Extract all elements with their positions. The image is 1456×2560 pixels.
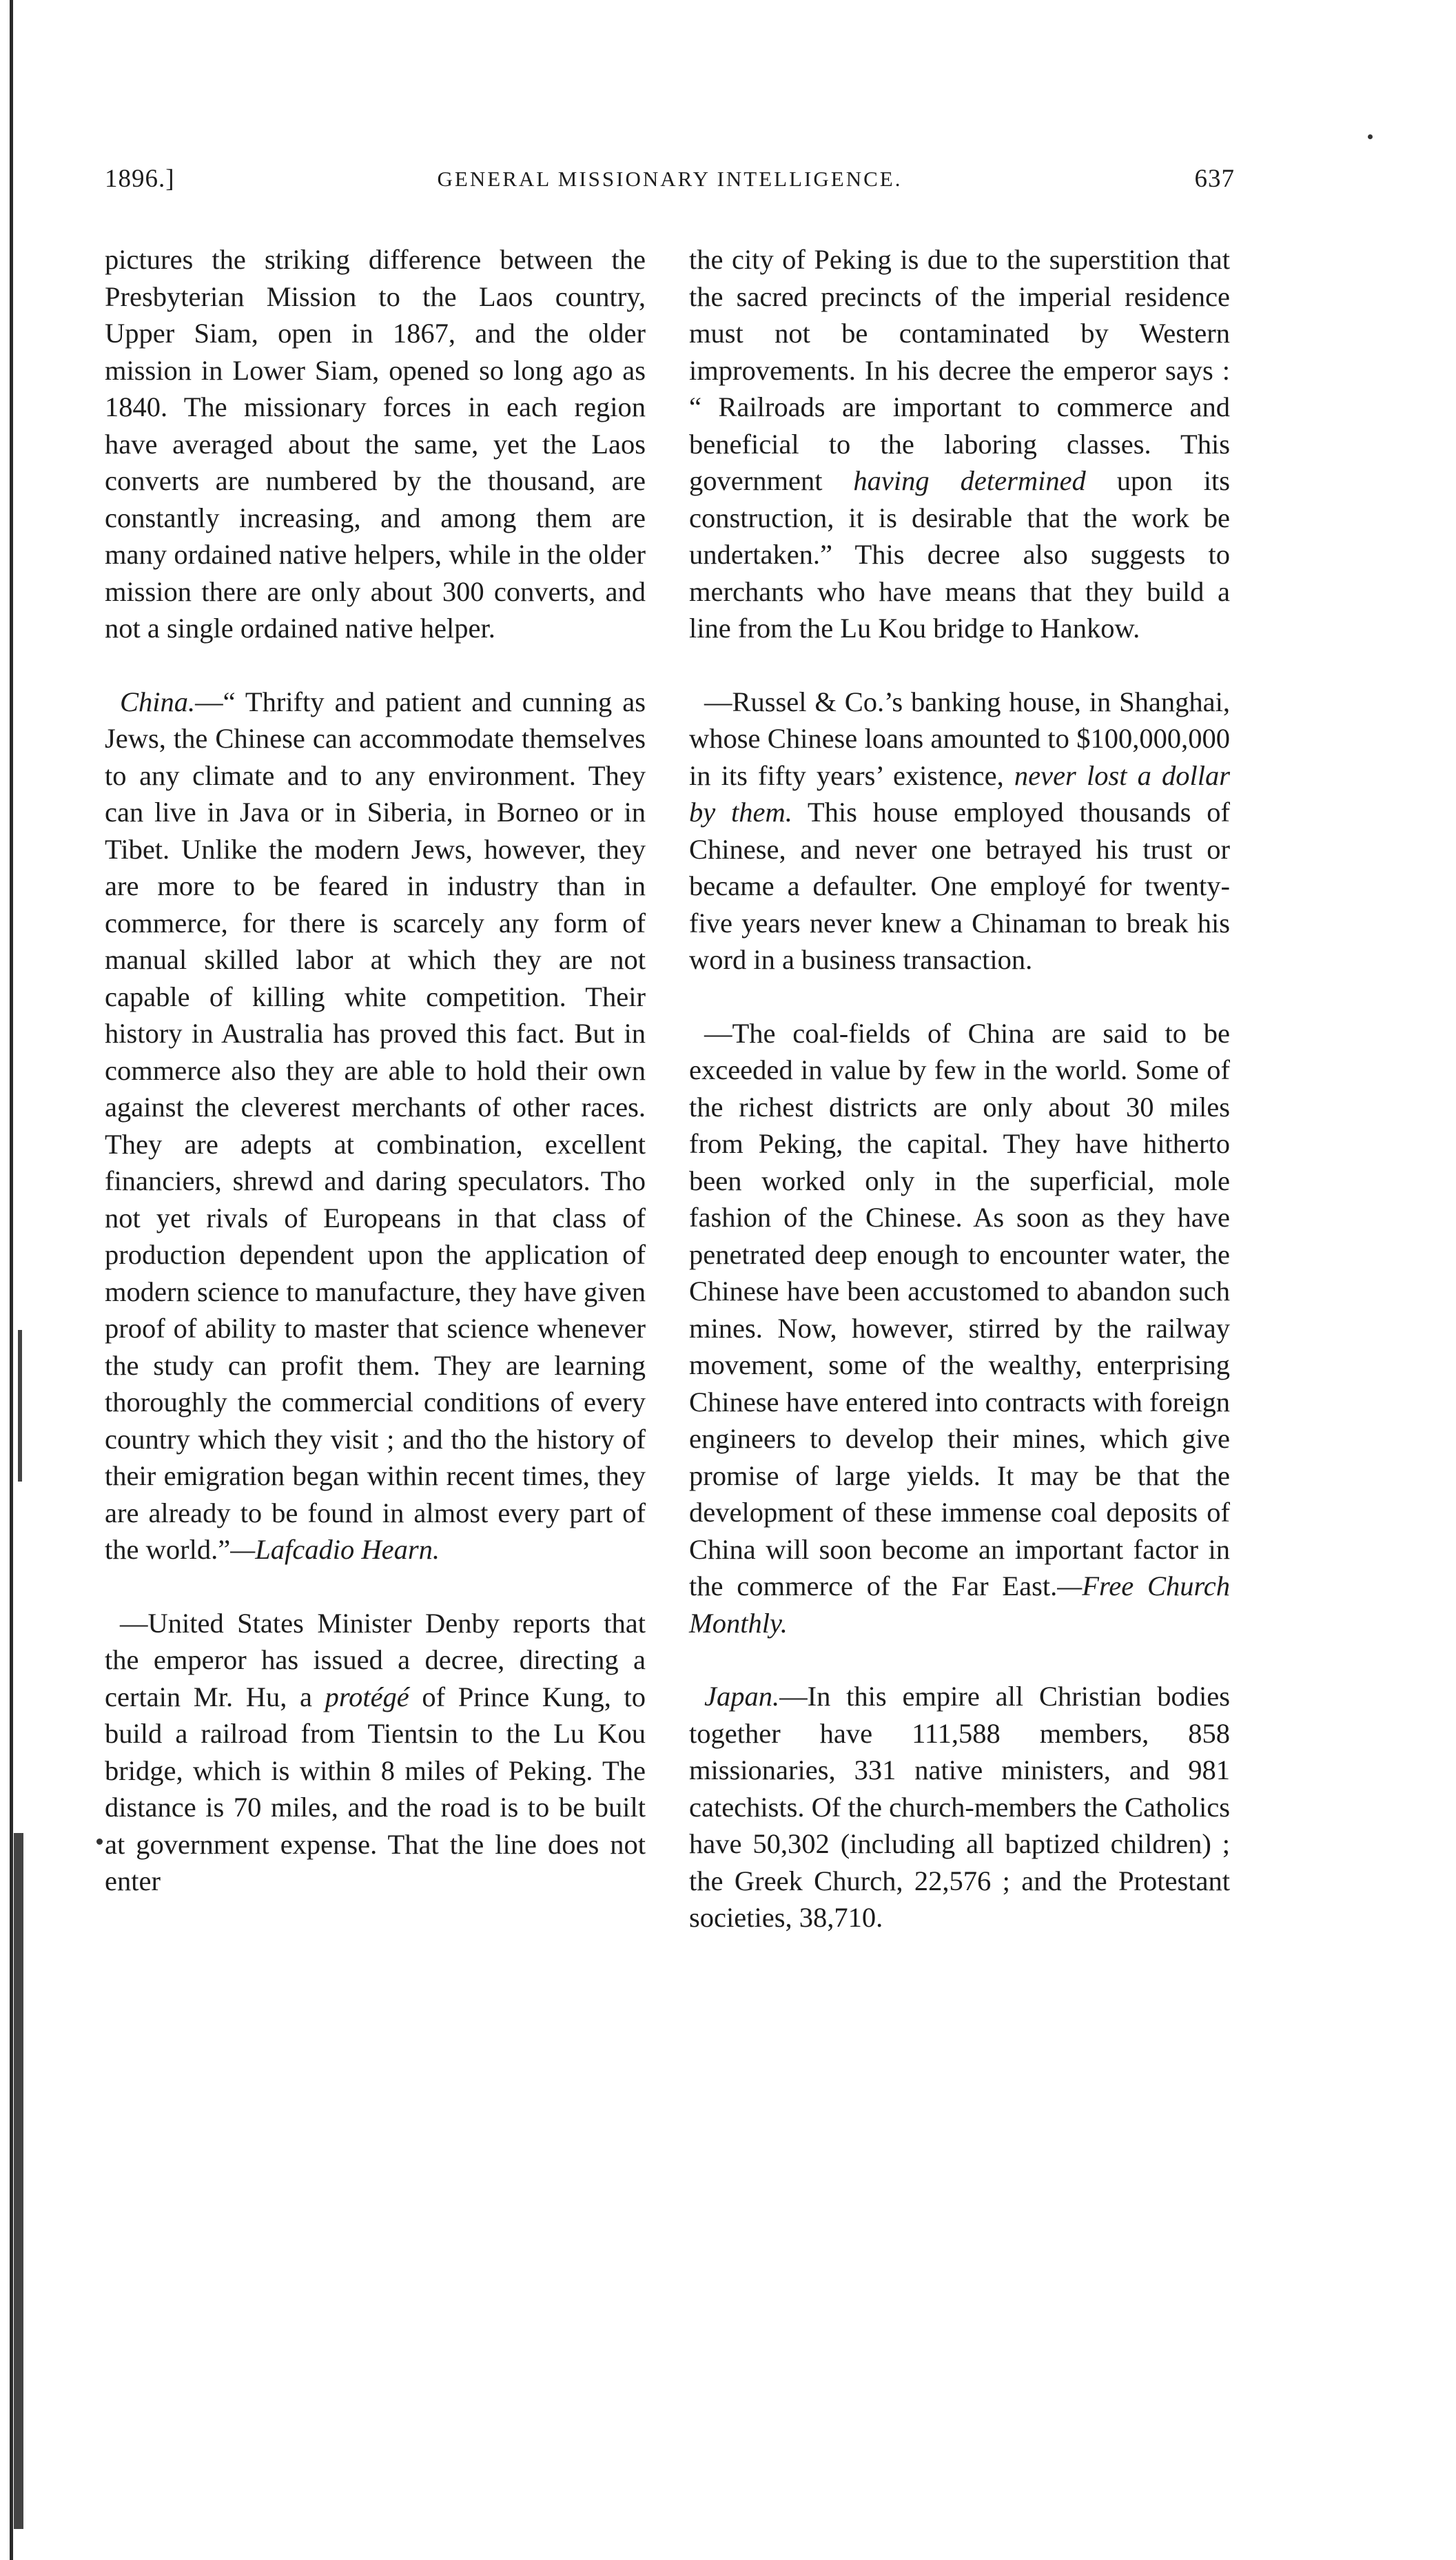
paragraph-text: —In this empire all Christian bodies together have 111,588 members, 858 missionaries, 331 native ministers, and 981 catechists. Of the church-members the Catholics have 50,302 (including all baptized children) ; the Greek Church, 22,576 ; and the Protestant societies, 38,710. bbox=[689, 1681, 1230, 1933]
italic-phrase: having determined bbox=[853, 465, 1086, 496]
paragraph-russel-banking bbox=[689, 684, 1230, 979]
section-heading-japan: Japan. bbox=[704, 1681, 780, 1712]
quote-source: —Free Church Monthly. bbox=[689, 1570, 1230, 1639]
paragraph-peking-superstition bbox=[689, 241, 1230, 647]
binding-mark bbox=[18, 1330, 22, 1482]
running-head bbox=[105, 164, 1235, 205]
paragraph-text: This house employed thousands of Chinese, and never one betrayed his trust or became a defaulter. One employé for twenty-five years never knew a Chinaman to break his word in a business transaction. bbox=[689, 797, 1231, 975]
binding-mark bbox=[14, 1833, 23, 2529]
paragraph-text: pictures the striking difference between the Presbyterian Mission to the Laos country, Upper Siam, open in 1867, and the older mission in Lower Siam, opened so long ago as 1840. The missionary forces in each region have averaged about the same, yet the Laos converts are numbered by the thousand, are constantly increasing, and among them are many ordained native helpers, while in the older mission there are only about 300 converts, and not a single ordained native helper. bbox=[105, 244, 646, 644]
section-heading-china: China. bbox=[120, 686, 196, 717]
scan-speck bbox=[96, 1839, 103, 1845]
paragraph-china bbox=[105, 684, 646, 1568]
paragraph-text: the city of Peking is due to the superstition that the sacred precincts of the imperial residence must not be contaminated by Western improvements. In his decree the emperor says : “ Railroads are important to commerce and beneficial to the laboring classes. This government bbox=[689, 244, 1230, 496]
quote-source: —Lafcadio Hearn. bbox=[230, 1534, 440, 1565]
binding-edge bbox=[10, 0, 13, 2560]
right-column bbox=[689, 241, 1230, 1936]
paragraph-railroad-decree bbox=[105, 1605, 646, 1900]
paragraph-text: —United States Minister Denby reports that the emperor has issued a decree, directing a certain Mr. Hu, a bbox=[105, 1607, 646, 1712]
left-column bbox=[105, 241, 646, 1900]
paragraph-text: —Russel & Co.’s banking house, in Shanghai, whose Chinese loans amounted to $100,000,000 in its fifty years’ existence, bbox=[689, 686, 1230, 791]
paragraph-coal-fields bbox=[689, 1015, 1230, 1642]
paragraph-text: of Prince Kung, to build a railroad from Tientsin to the Lu Kou bridge, which is within 8 miles of Peking. The distance is 70 miles, and the road is to be built at government expense. That the line does not enter bbox=[105, 1681, 646, 1896]
italic-phrase: never lost a dollar by them. bbox=[689, 759, 1230, 828]
paragraph-text: —The coal-fields of China are said to be exceeded in value by few in the world. Some of the richest districts are only about 30 miles from Peking, the capital. They have hitherto been worked only in the superficial, mole fashion of the Chinese. As soon as they have penetrated deep enough to encounter water, the Chinese have been accustomed to abandon such mines. Now, however, stirred by the railway movement, some of the wealthy, enterprising Chinese have entered into contracts with foreign engineers to develop their mines, which give promise of large yields. It may be that the development of these immense coal deposits of China will soon become an important factor in the commerce of the Far East. bbox=[689, 1017, 1230, 1601]
paragraph-laos-mission bbox=[105, 241, 646, 647]
page-number: 637 bbox=[1194, 165, 1235, 193]
italic-word: protégé bbox=[325, 1681, 409, 1712]
running-head-title: GENERAL MISSIONARY INTELLIGENCE. bbox=[437, 167, 903, 191]
paragraph-japan bbox=[689, 1678, 1230, 1936]
scan-speck bbox=[1368, 134, 1373, 139]
paragraph-text: upon its construction, it is desirable that the work be undertaken.” This decree also suggests to merchants who have means that they build a line from the Lu Kou bridge to Hankow. bbox=[689, 465, 1231, 644]
running-head-year: 1896.] bbox=[105, 165, 175, 193]
paragraph-text: —“ Thrifty and patient and cunning as Jews, the Chinese can accommodate themselves to any climate and to any environment. They can live in Java or in Siberia, in Borneo or in Tibet. Unlike the modern Jews, however, they are more to be feared in industry than in commerce, for there is scarcely any form of manual skilled labor at which they are not capable of killing white competition. Their history in Australia has proved this fact. But in commerce also they are able to hold their own against the cleverest merchants of other races. They are adepts at combination, excellent financiers, shrewd and daring speculators. Tho not yet rivals of Europeans in that class of production dependent upon the application of modern science to manufacture, they have given proof of ability to master that science whenever the study can profit them. They are learning thoroughly the commercial conditions of every country which they visit ; and tho the history of their emigration began within recent times, they are already to be found in almost every part of the world.” bbox=[105, 686, 646, 1565]
